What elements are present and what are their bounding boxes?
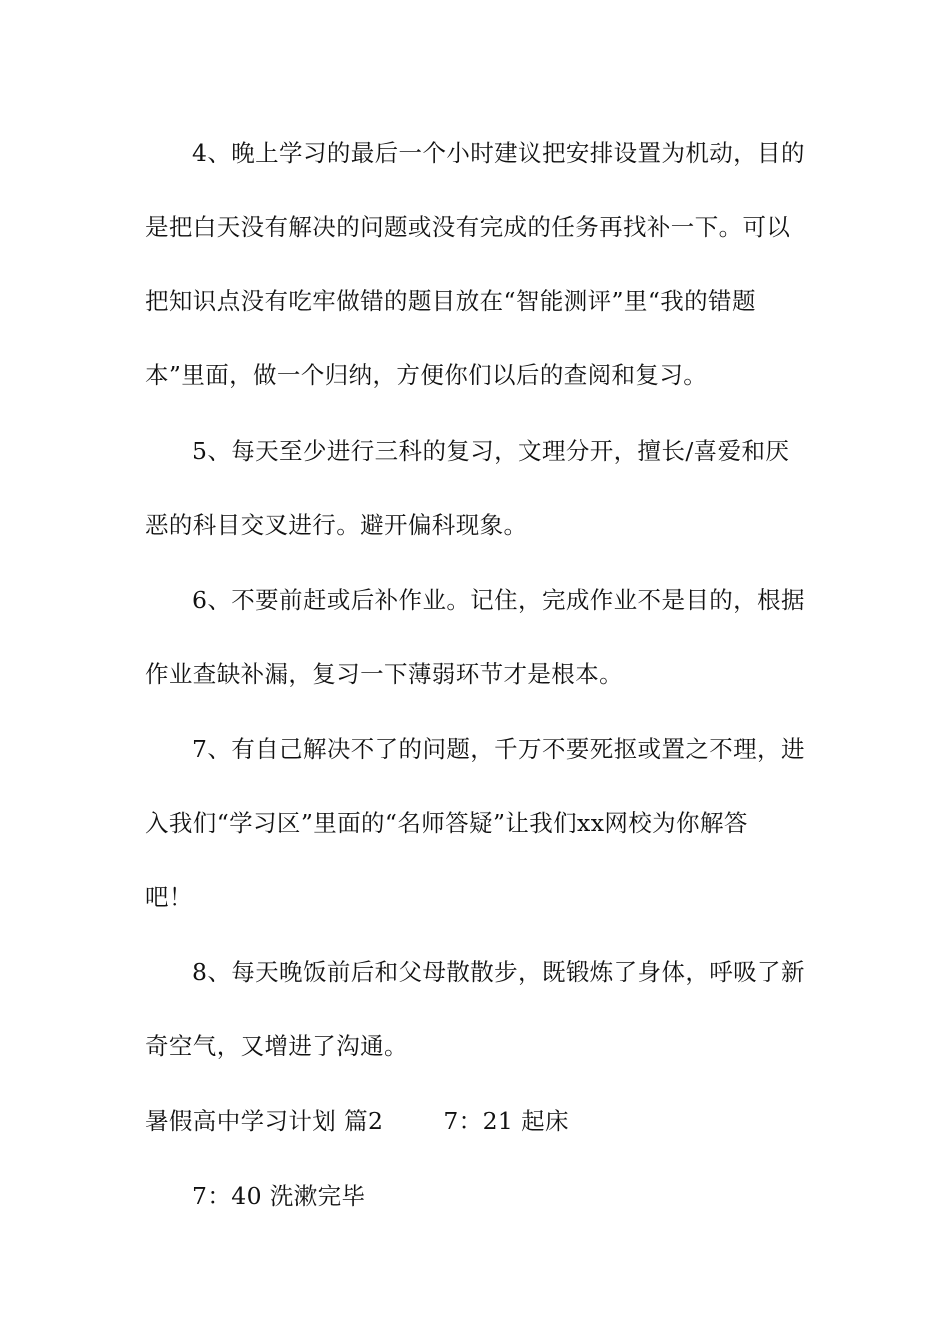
paragraph-5-line-2: 恶的科目交叉进行。避开偏科现象。 xyxy=(145,511,528,539)
paragraph-7-line-1: 7、有自己解决不了的问题，千万不要死抠或置之不理，进 xyxy=(192,735,805,763)
paragraph-8-line-2: 奇空气，又增进了沟通。 xyxy=(145,1032,408,1060)
paragraph-6-line-1: 6、不要前赶或后补作业。记住，完成作业不是目的，根据 xyxy=(192,586,805,614)
paragraph-4-line-1: 4、晚上学习的最后一个小时建议把安排设置为机动，目的 xyxy=(192,139,805,167)
paragraph-7-line-3: 吧！ xyxy=(145,883,193,911)
paragraph-7-line-2: 入我们“学习区”里面的“名师答疑”让我们xx网校为你解答 xyxy=(145,809,748,837)
section-heading: 暑假高中学习计划 篇2 xyxy=(145,1107,384,1135)
section-heading-line xyxy=(145,1106,825,1136)
paragraph-4-line-2: 是把白天没有解决的问题或没有完成的任务再找补一下。可以 xyxy=(145,213,791,241)
schedule-item-wash-up: 7：40 洗漱完毕 xyxy=(192,1182,366,1210)
paragraph-5-line-1: 5、每天至少进行三科的复习，文理分开，擅长/喜爱和厌 xyxy=(192,437,790,465)
paragraph-4-line-4: 本”里面，做一个归纳，方便你们以后的查阅和复习。 xyxy=(145,361,708,389)
schedule-item-wake-up: 7：21 起床 xyxy=(443,1107,569,1135)
paragraph-4-line-3: 把知识点没有吃牢做错的题目放在“智能测评”里“我的错题 xyxy=(145,287,756,315)
paragraph-6-line-2: 作业查缺补漏，复习一下薄弱环节才是根本。 xyxy=(145,660,623,688)
paragraph-8-line-1: 8、每天晚饭前后和父母散散步，既锻炼了身体，呼吸了新 xyxy=(192,958,805,986)
